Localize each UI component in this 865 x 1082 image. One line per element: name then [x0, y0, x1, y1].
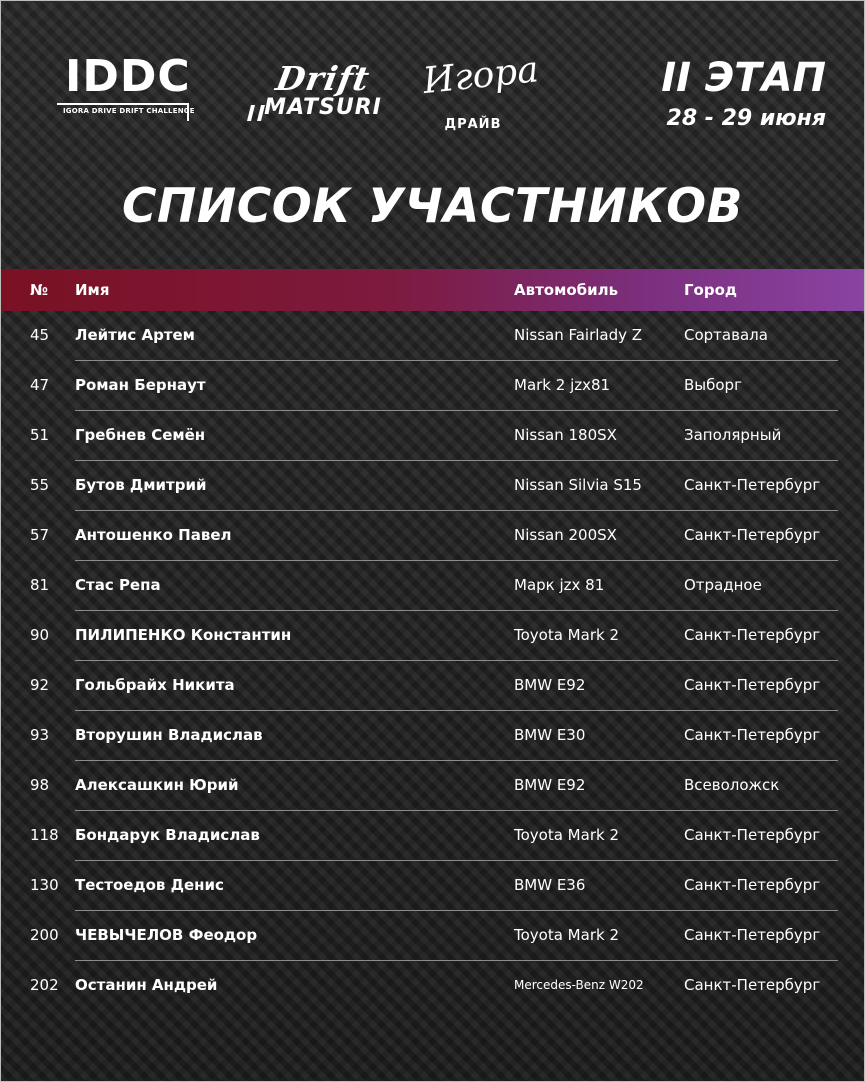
- participant-car: Toyota Mark 2: [514, 926, 619, 944]
- participant-number: 92: [30, 676, 50, 694]
- participant-number: 57: [30, 526, 50, 544]
- drift-matsuri-logo: [247, 59, 399, 123]
- participant-name: Антошенко Павел: [75, 526, 232, 544]
- iddc-logo-subtitle: IGORA DRIVE DRIFT CHALLENGE: [63, 107, 195, 115]
- participant-city: Санкт-Петербург: [684, 526, 821, 544]
- participant-name: Бондарук Владислав: [75, 826, 260, 844]
- column-header-name: Имя: [75, 281, 110, 299]
- column-header-number: №: [30, 281, 49, 299]
- participant-name: Бутов Дмитрий: [75, 476, 207, 494]
- table-row: [1, 861, 864, 911]
- participant-name: ПИЛИПЕНКО Константин: [75, 626, 292, 644]
- participant-car: BMW E36: [514, 876, 586, 894]
- participant-number: 81: [30, 576, 50, 594]
- participant-number: 45: [30, 326, 50, 344]
- participant-car: BMW E92: [514, 776, 586, 794]
- column-header-car: Автомобиль: [514, 281, 619, 299]
- participant-city: Санкт-Петербург: [684, 976, 821, 994]
- participant-city: Санкт-Петербург: [684, 476, 821, 494]
- participant-city: Отрадное: [684, 576, 762, 594]
- participant-city: Санкт-Петербург: [684, 926, 821, 944]
- participant-name: Алексашкин Юрий: [75, 776, 239, 794]
- participant-name: Тестоедов Денис: [75, 876, 224, 894]
- participant-car: Nissan Silvia S15: [514, 476, 642, 494]
- participant-name: ЧЕВЫЧЕЛОВ Феодор: [75, 926, 258, 944]
- participant-car: Nissan Fairlady Z: [514, 326, 643, 344]
- participant-car: Марк jzx 81: [514, 576, 605, 594]
- participant-number: 98: [30, 776, 50, 794]
- participants-table: [1, 311, 864, 1011]
- participant-city: Всеволожск: [684, 776, 780, 794]
- participant-name: Стас Репа: [75, 576, 161, 594]
- participant-number: 130: [30, 876, 59, 894]
- participant-city: Санкт-Петербург: [684, 626, 821, 644]
- igora-drive-logo: [421, 47, 541, 143]
- participant-name: Лейтис Артем: [75, 326, 195, 344]
- igora-drive-word2: ДРАЙВ: [444, 117, 502, 132]
- table-row: [1, 461, 864, 511]
- participant-car: Mercedes-Benz W202: [514, 978, 644, 992]
- table-row: [1, 661, 864, 711]
- stage-dates: 28 - 29 июня: [666, 106, 826, 131]
- table-row: [1, 511, 864, 561]
- participant-number: 90: [30, 626, 50, 644]
- participant-car: BMW E92: [514, 676, 586, 694]
- participant-name: Гребнев Семён: [75, 426, 206, 444]
- participant-city: Сортавала: [684, 326, 768, 344]
- participant-car: Nissan 200SX: [514, 526, 617, 544]
- participant-city: Санкт-Петербург: [684, 676, 821, 694]
- table-row: [1, 961, 864, 1011]
- participant-car: Toyota Mark 2: [514, 826, 619, 844]
- participant-city: Выборг: [684, 376, 742, 394]
- table-row: [1, 361, 864, 411]
- participant-number: 93: [30, 726, 50, 744]
- participant-name: Вторушин Владислав: [75, 726, 263, 744]
- participant-city: Заполярный: [684, 426, 782, 444]
- participant-name: Гольбрайх Никита: [75, 676, 235, 694]
- participant-number: 47: [30, 376, 50, 394]
- participant-name: Останин Андрей: [75, 976, 218, 994]
- participant-city: Санкт-Петербург: [684, 726, 821, 744]
- participant-number: 200: [30, 926, 59, 944]
- page-title: СПИСОК УЧАСТНИКОВ: [122, 179, 743, 234]
- participant-number: 55: [30, 476, 50, 494]
- drift-matsuri-word2: MATSURI: [264, 95, 382, 120]
- iddc-logo: [57, 53, 215, 125]
- table-row: [1, 911, 864, 961]
- table-row: [1, 561, 864, 611]
- stage-title: II ЭТАП: [661, 55, 826, 101]
- participant-name: Роман Бернаут: [75, 376, 206, 394]
- participant-car: Toyota Mark 2: [514, 626, 619, 644]
- participant-number: 51: [30, 426, 50, 444]
- participant-car: Mark 2 jzx81: [514, 376, 611, 394]
- participant-car: Nissan 180SX: [514, 426, 617, 444]
- table-row: [1, 711, 864, 761]
- participant-number: 118: [30, 826, 59, 844]
- igora-drive-word1: Игора: [421, 49, 541, 103]
- stage-info: [661, 56, 826, 134]
- table-row: [1, 611, 864, 661]
- table-row: [1, 411, 864, 461]
- column-header-city: Город: [684, 281, 738, 299]
- table-header: [1, 269, 864, 311]
- participant-number: 202: [30, 976, 59, 994]
- table-row: [1, 761, 864, 811]
- table-row: [1, 311, 864, 361]
- participant-city: Санкт-Петербург: [684, 876, 821, 894]
- participant-car: BMW E30: [514, 726, 586, 744]
- drift-matsuri-word1: Drift: [273, 59, 374, 98]
- iddc-logo-title: IDDC: [65, 51, 191, 102]
- table-row: [1, 811, 864, 861]
- participant-city: Санкт-Петербург: [684, 826, 821, 844]
